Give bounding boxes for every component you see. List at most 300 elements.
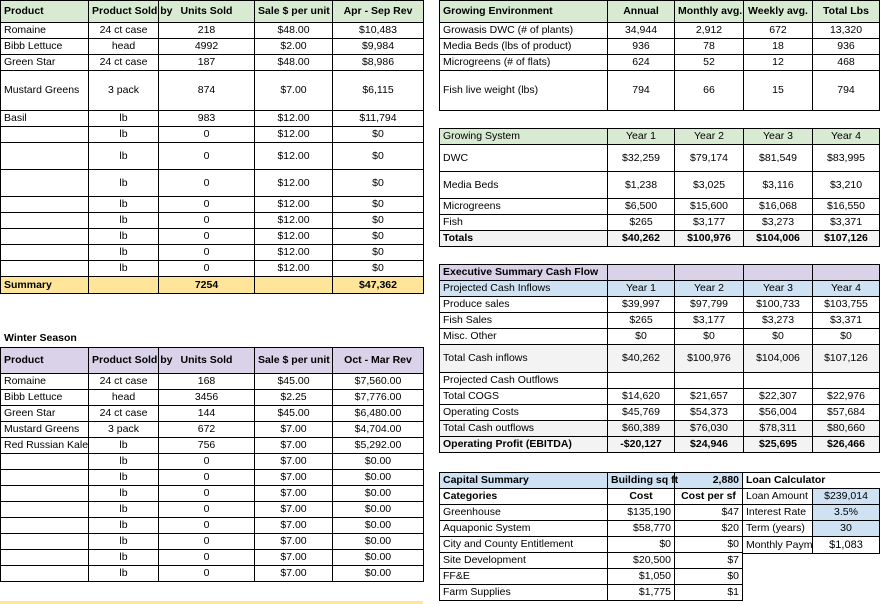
cell[interactable]: lb [89,111,159,127]
cell[interactable]: $45,769 [608,405,675,421]
cell[interactable]: $0 [675,569,743,585]
cell[interactable]: $9,984 [333,39,424,55]
cell[interactable]: $20,500 [608,553,675,569]
cell[interactable]: $0 [333,261,424,277]
cell[interactable] [89,277,159,294]
cell[interactable]: $135,190 [608,505,675,521]
cell[interactable]: $10,483 [333,23,424,39]
cell[interactable]: $0.00 [333,454,424,470]
cell[interactable]: $0 [675,537,743,553]
cell[interactable]: $3,177 [675,313,744,329]
cell[interactable]: $80,660 [813,421,880,437]
sqft-label[interactable]: Building sq ft [608,473,675,489]
cell[interactable]: lb [89,197,159,213]
cell[interactable]: $6,115 [333,71,424,111]
cell[interactable] [1,566,89,582]
cell[interactable]: $14,620 [608,389,675,405]
cell[interactable]: Greenhouse [440,505,608,521]
cell[interactable]: $78,311 [744,421,813,437]
cell[interactable]: $32,259 [608,145,675,172]
cell[interactable] [1,518,89,534]
cell[interactable]: 0 [159,127,255,143]
cell[interactable]: 983 [159,111,255,127]
cell[interactable]: $39,997 [608,297,675,313]
cell[interactable]: $3,371 [813,215,880,231]
cell[interactable]: $104,006 [744,345,813,373]
cell[interactable]: Growasis DWC (# of plants) [440,23,608,39]
cell[interactable]: $45.00 [255,374,333,390]
summer-header-units[interactable]: Units Sold [159,1,255,23]
cell[interactable]: Romaine [1,23,89,39]
capital-header-cost[interactable]: Cost [608,489,675,505]
interest-rate-label[interactable]: Interest Rate [743,505,813,521]
cell[interactable] [1,229,89,245]
cell[interactable]: 0 [159,518,255,534]
cell[interactable]: $0 [333,143,424,170]
cell[interactable]: 15 [744,71,813,111]
cell[interactable]: $0 [813,329,880,345]
table-row [1,261,424,277]
cash-flow-title[interactable]: Executive Summary Cash Flow [440,265,608,281]
cell[interactable]: 66 [675,71,744,111]
cell[interactable]: $5,292.00 [333,438,424,454]
cell[interactable]: 13,320 [813,23,880,39]
cell[interactable]: $6,480.00 [333,406,424,422]
cash-flow-header-year3[interactable]: Year 3 [744,281,813,297]
cell[interactable]: $21,657 [675,389,744,405]
cell[interactable]: Media Beds [440,172,608,199]
cell[interactable]: $0.00 [333,550,424,566]
cell[interactable]: Site Development [440,553,608,569]
cell[interactable]: 794 [813,71,880,111]
cell[interactable]: $0 [608,329,675,345]
cell[interactable]: $1,238 [608,172,675,199]
winter-header-product[interactable]: Product [1,348,89,374]
cell[interactable]: lb [89,229,159,245]
cell[interactable]: $1,050 [608,569,675,585]
summary-label[interactable]: Summary [1,277,89,294]
outflows-title[interactable]: Projected Cash Outflows [440,373,608,389]
cash-flow-header-inflows[interactable]: Projected Cash Inflows [440,281,608,297]
cell[interactable]: 168 [159,374,255,390]
cell[interactable]: Microgreens (# of flats) [440,55,608,71]
loan-amount-input[interactable]: $239,014 [813,489,880,505]
cell[interactable]: $56,004 [744,405,813,421]
capital-header-cost-per-sf[interactable]: Cost per sf [675,489,743,505]
growing-env-header-weekly[interactable]: Weekly avg. [744,1,813,23]
sqft-value[interactable]: 2,880 [675,473,743,489]
loan-title[interactable]: Loan Calculator [743,473,880,489]
cell[interactable]: 874 [159,71,255,111]
cell[interactable]: $265 [608,313,675,329]
cell[interactable]: Green Star [1,406,89,422]
cell[interactable]: DWC [440,145,608,172]
cell[interactable]: $12.00 [255,261,333,277]
summer-header-price[interactable]: Sale $ per unit [255,1,333,23]
cell[interactable]: lb [89,438,159,454]
cell[interactable]: $12.00 [255,245,333,261]
cell[interactable]: 144 [159,406,255,422]
growing-system-header-title[interactable]: Growing System [440,129,608,145]
cell[interactable]: 0 [159,170,255,197]
cell[interactable]: $0.00 [333,518,424,534]
cell[interactable]: $0 [333,170,424,197]
cell[interactable] [608,373,675,389]
cell[interactable]: $40,262 [608,345,675,373]
cell[interactable]: $100,976 [675,231,744,247]
cell[interactable]: $48.00 [255,23,333,39]
cell[interactable]: $107,126 [813,345,880,373]
cell[interactable]: 0 [159,229,255,245]
cell[interactable]: $60,389 [608,421,675,437]
cell[interactable]: 0 [159,261,255,277]
cell[interactable]: Total Cash inflows [440,345,608,373]
term-label[interactable]: Term (years) [743,521,813,537]
cell[interactable]: 34,944 [608,23,675,39]
cell[interactable]: $81,549 [744,145,813,172]
cell[interactable]: 78 [675,39,744,55]
cell[interactable]: $3,210 [813,172,880,199]
winter-header-price[interactable]: Sale $ per unit [255,348,333,374]
interest-rate-input[interactable]: 3.5% [813,505,880,521]
winter-header-sold-by[interactable]: Product Sold by [89,348,159,374]
cell[interactable]: $100,733 [744,297,813,313]
cell[interactable]: $16,550 [813,199,880,215]
cell[interactable]: 0 [159,454,255,470]
cell[interactable]: $2.00 [255,39,333,55]
cell[interactable]: $0 [333,229,424,245]
cell[interactable]: $24,946 [675,437,744,453]
cell[interactable]: 4992 [159,39,255,55]
cell[interactable]: $54,373 [675,405,744,421]
cell[interactable]: lb [89,127,159,143]
cell[interactable]: Operating Profit (EBITDA) [440,437,608,453]
cell[interactable]: Basil [1,111,89,127]
totals-label[interactable]: Totals [440,231,608,247]
cell[interactable] [813,373,880,389]
cell[interactable] [1,486,89,502]
cell[interactable]: $47 [675,505,743,521]
cell[interactable]: 756 [159,438,255,454]
cell[interactable]: 0 [159,486,255,502]
cell[interactable]: 2,912 [675,23,744,39]
cell[interactable]: $12.00 [255,213,333,229]
cell[interactable]: lb [89,245,159,261]
cell[interactable]: 18 [744,39,813,55]
cell[interactable] [1,454,89,470]
cell[interactable]: 794 [608,71,675,111]
cell[interactable]: 187 [159,55,255,71]
cell[interactable]: City and County Entitlement [440,537,608,553]
cell[interactable]: 24 ct case [89,406,159,422]
cell[interactable] [1,470,89,486]
cell[interactable]: 0 [159,502,255,518]
cell[interactable]: $4,704.00 [333,422,424,438]
cell[interactable] [1,550,89,566]
growing-system-header-year4[interactable]: Year 4 [813,129,880,145]
cell[interactable]: $16,068 [744,199,813,215]
growing-env-header-monthly[interactable]: Monthly avg. [675,1,744,23]
cell[interactable] [1,170,89,197]
cell[interactable] [1,502,89,518]
cell[interactable]: $76,030 [675,421,744,437]
cell[interactable] [744,265,813,281]
cell[interactable]: $3,177 [675,215,744,231]
cell[interactable]: $3,273 [744,313,813,329]
cell[interactable]: $40,262 [608,231,675,247]
cell[interactable]: 468 [813,55,880,71]
cell[interactable]: $0 [608,537,675,553]
cell[interactable] [1,534,89,550]
cell[interactable]: 3 pack [89,422,159,438]
cell[interactable]: 0 [159,197,255,213]
cell[interactable]: $6,500 [608,199,675,215]
cell[interactable]: 0 [159,245,255,261]
cell[interactable] [1,197,89,213]
cell[interactable]: $7.00 [255,438,333,454]
table-row [1,422,424,438]
cell[interactable]: $0 [333,245,424,261]
cell[interactable]: $1,775 [608,585,675,601]
term-input[interactable]: 30 [813,521,880,537]
cell[interactable] [1,245,89,261]
cell[interactable]: $22,976 [813,389,880,405]
cell[interactable]: $7.00 [255,454,333,470]
cash-flow-table [439,264,880,453]
cell[interactable]: $20 [675,521,743,537]
cell[interactable]: $7,776.00 [333,390,424,406]
cell[interactable]: lb [89,502,159,518]
cell[interactable]: $57,684 [813,405,880,421]
growing-env-header-annual[interactable]: Annual [608,1,675,23]
cell[interactable]: lb [89,143,159,170]
cell[interactable]: 0 [159,213,255,229]
cell[interactable]: 0 [159,143,255,170]
cell[interactable]: $7,560.00 [333,374,424,390]
cell[interactable]: lb [89,170,159,197]
cell[interactable]: $83,995 [813,145,880,172]
growing-system-header-year2[interactable]: Year 2 [675,129,744,145]
cell[interactable]: $7.00 [255,566,333,582]
cell[interactable]: Green Star [1,55,89,71]
cell[interactable] [744,373,813,389]
cell[interactable]: lb [89,261,159,277]
growing-env-header-total[interactable]: Total Lbs [813,1,880,23]
cell[interactable]: lb [89,534,159,550]
growing-env-header-title[interactable]: Growing Environment [440,1,608,23]
cell[interactable]: $7.00 [255,534,333,550]
growing-system-header-year1[interactable]: Year 1 [608,129,675,145]
cell[interactable]: $45.00 [255,406,333,422]
cell[interactable]: 12 [744,55,813,71]
cell[interactable]: lb [89,213,159,229]
cell[interactable]: $25,695 [744,437,813,453]
cell[interactable]: Total COGS [440,389,608,405]
cell[interactable]: $7.00 [255,470,333,486]
cell[interactable]: Romaine [1,374,89,390]
cell[interactable]: Bibb Lettuce [1,39,89,55]
cell[interactable]: lb [89,550,159,566]
cell[interactable]: $107,126 [813,231,880,247]
cell[interactable]: $79,174 [675,145,744,172]
cell[interactable]: $7.00 [255,518,333,534]
cell[interactable]: $12.00 [255,170,333,197]
cell[interactable] [813,265,880,281]
cell[interactable]: Microgreens [440,199,608,215]
cash-flow-header-year1[interactable]: Year 1 [608,281,675,297]
cell[interactable]: $0.00 [333,486,424,502]
table-row [440,297,880,313]
loan-amount-label[interactable]: Loan Amount [743,489,813,505]
cell[interactable]: head [89,390,159,406]
cell[interactable]: Fish Sales [440,313,608,329]
cell[interactable] [1,213,89,229]
cell[interactable]: $100,976 [675,345,744,373]
cell[interactable]: $12.00 [255,127,333,143]
cell[interactable]: $104,006 [744,231,813,247]
cell[interactable]: $12.00 [255,111,333,127]
cell[interactable]: 24 ct case [89,374,159,390]
cell[interactable]: $265 [608,215,675,231]
growing-system-header-year3[interactable]: Year 3 [744,129,813,145]
cell[interactable]: Fish live weight (lbs) [440,71,608,111]
table-row [440,585,743,601]
cell[interactable]: Bibb Lettuce [1,390,89,406]
cell[interactable]: 3456 [159,390,255,406]
cell[interactable]: $0 [744,329,813,345]
cell[interactable]: $58,770 [608,521,675,537]
cell[interactable]: 672 [159,422,255,438]
cell[interactable]: $11,794 [333,111,424,127]
cell[interactable]: Misc. Other [440,329,608,345]
cell[interactable]: $7 [675,553,743,569]
cell[interactable]: $0 [675,329,744,345]
cell[interactable]: $12.00 [255,197,333,213]
cell[interactable]: $7.00 [255,71,333,111]
cell[interactable] [255,277,333,294]
cell[interactable]: 936 [608,39,675,55]
cell[interactable]: Total Cash outflows [440,421,608,437]
cell[interactable]: $8,986 [333,55,424,71]
cell[interactable] [675,265,744,281]
cell[interactable]: $7.00 [255,550,333,566]
summer-header-revenue[interactable]: Apr - Sep Rev [333,1,424,23]
cell[interactable]: $2.25 [255,390,333,406]
cell[interactable]: $0 [333,197,424,213]
table-row [743,521,880,537]
cell[interactable]: 218 [159,23,255,39]
cell[interactable]: 3 pack [89,71,159,111]
summer-header-product[interactable]: Product [1,1,89,23]
cell[interactable]: lb [89,454,159,470]
cell[interactable]: 936 [813,39,880,55]
cell[interactable] [1,261,89,277]
cell[interactable]: $15,600 [675,199,744,215]
cell[interactable]: $0 [333,127,424,143]
table-row [1,470,424,486]
cell[interactable]: $0 [333,213,424,229]
cell[interactable] [675,373,744,389]
cell[interactable]: $48.00 [255,55,333,71]
summary-units[interactable]: 7254 [159,277,255,294]
cell[interactable]: 0 [159,534,255,550]
winter-header-revenue[interactable]: Oct - Mar Rev [333,348,424,374]
cell[interactable]: $7.00 [255,422,333,438]
cell[interactable]: 672 [744,23,813,39]
table-row [440,23,880,39]
cell[interactable]: $22,307 [744,389,813,405]
cell[interactable]: Farm Supplies [440,585,608,601]
cell[interactable]: $3,116 [744,172,813,199]
cell[interactable]: -$20,127 [608,437,675,453]
table-row [1,406,424,422]
cell[interactable]: 0 [159,550,255,566]
cell[interactable]: $7.00 [255,502,333,518]
cell[interactable]: $3,273 [744,215,813,231]
monthly-payment-label[interactable]: Monthly Paym [743,537,813,554]
cell[interactable]: $0.00 [333,534,424,550]
cash-flow-header-year4[interactable]: Year 4 [813,281,880,297]
capital-header-categories[interactable]: Categories [440,489,608,505]
cell[interactable]: Aquaponic System [440,521,608,537]
summer-header-sold-by[interactable]: Product Sold by [89,1,159,23]
cell[interactable]: $0.00 [333,502,424,518]
cell[interactable] [1,127,89,143]
table-row [440,199,880,215]
cell[interactable]: $0.00 [333,566,424,582]
cell[interactable]: FF&E [440,569,608,585]
cell[interactable]: 624 [608,55,675,71]
cell[interactable]: 52 [675,55,744,71]
capital-title[interactable]: Capital Summary [440,473,608,489]
cell[interactable]: $97,799 [675,297,744,313]
cell[interactable]: 0 [159,566,255,582]
cell[interactable]: $103,755 [813,297,880,313]
summer-sales-table [0,0,424,294]
cell[interactable]: 24 ct case [89,23,159,39]
cell[interactable]: $12.00 [255,143,333,170]
cell[interactable]: Fish [440,215,608,231]
cell[interactable]: $0.00 [333,470,424,486]
cell[interactable] [1,143,89,170]
cell[interactable]: Media Beds (lbs of product) [440,39,608,55]
cell[interactable]: lb [89,518,159,534]
cell[interactable]: $3,371 [813,313,880,329]
cell[interactable]: Mustard Greens [1,422,89,438]
cell[interactable]: Produce sales [440,297,608,313]
monthly-payment-value[interactable]: $1,083 [813,537,880,554]
cell[interactable]: $1 [675,585,743,601]
cell[interactable]: $3,025 [675,172,744,199]
cell[interactable]: lb [89,470,159,486]
cell[interactable]: head [89,39,159,55]
cell[interactable]: $12.00 [255,229,333,245]
summary-revenue[interactable]: $47,362 [333,277,424,294]
table-row [1,39,424,55]
cell[interactable]: $7.00 [255,486,333,502]
winter-header-units[interactable]: Units Sold [159,348,255,374]
cell[interactable]: lb [89,566,159,582]
cell[interactable]: 24 ct case [89,55,159,71]
cell[interactable]: $26,466 [813,437,880,453]
cell[interactable]: 0 [159,470,255,486]
cell[interactable]: Mustard Greens [1,71,89,111]
cash-flow-header-year2[interactable]: Year 2 [675,281,744,297]
cell[interactable] [608,265,675,281]
cell[interactable]: Red Russian Kale [1,438,89,454]
cell[interactable]: lb [89,486,159,502]
cell[interactable]: Operating Costs [440,405,608,421]
